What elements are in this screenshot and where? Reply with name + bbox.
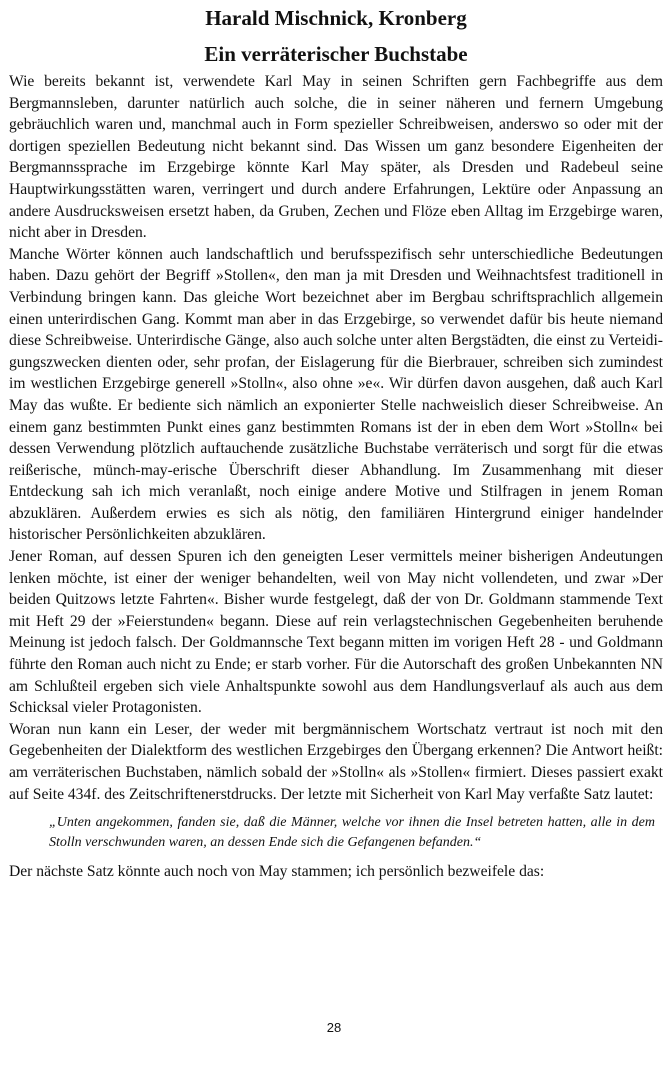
paragraph-4: Woran nun kann ein Leser, der weder mit bergmännischem Wortschatz vertraut ist noch mit den Gegebenheiten der Dialektform des westlichen Erzgebirges den Übergang erkennen? Die Antwort heißt: am verräterischen Buchstaben, nämlich sobald der »Stolln« als »Stollen« firmiert. Dieses passiert exakt auf Seite 434f. des Zeitschriftenerstdrucks. Der letzte mit Sicherheit von Karl May verfaßte Satz lautet: bbox=[9, 720, 663, 803]
author-heading: Harald Mischnick, Kronberg bbox=[205, 6, 467, 30]
article-title: Ein verräterischer Buchstabe bbox=[204, 42, 468, 66]
paragraph-3: Jener Roman, auf dessen Spuren ich den geneigten Leser vermittels meiner bisherigen Andeutungen lenken möchte, ist einer der weniger behandelten, weil von May nicht vollendeten, und zwar »Der beiden Quitzows letzte Fahrten«. Bisher wurde festgelegt, daß der von Dr. Goldmann stammende Text mit Heft 29 der »Feierstunden« begann. Diese auf rein verlagstechnischen Gegebenheiten beruhende Meinung ist jedoch falsch. Der Goldmannsche Text begann mitten im vorigen Heft 28 - und Goldmann führte den Roman auch nicht zu Ende; er starb vorher. Für die Autorschaft des großen Unbekannten NN am Schlußteil ergeben sich viele Anhaltspunkte sowohl aus dem Handlungsverlauf als auch aus dem Schicksal vieler Protagonisten. bbox=[9, 548, 663, 717]
page-number: 28 bbox=[326, 1020, 342, 1035]
paragraph-1: Wie bereits bekannt ist, verwendete Karl May in seinen Schriften gern Fachbegriffe aus dem Bergmannsleben, darunter natürlich auch solche, die in seiner näheren und fernern Umgebung gebräuchlich waren und, manchmal auch in Form spezieller Schreibweisen, anderswo so oder mit der dortigen speziellen Bedeutung nicht bekannt sind. Das Wissen um ganz besondere Eigenheiten der Bergmannssprache im Erzgebirge könnte Karl May später, als Dresden und Radebeul seine Hauptwirkungsstätten waren, verringert und durch andere Erfahrungen, Lektüre oder Anpassung an andere Ausdrucksweisen ersetzt haben, da Gruben, Zechen und Flöze eben Alltag im Erzgebirge waren, nicht aber in Dresden. bbox=[9, 73, 663, 242]
block-quote: „Unten angekommen, fanden sie, daß die Männer, welche vor ihnen die Insel betreten hatten, alle in dem Stolln verschwunden waren, an dessen Ende sich die Gefangenen befanden.“ bbox=[49, 815, 655, 851]
closing-paragraph: Der nächste Satz könnte auch noch von May stammen; ich persönlich bezweifele das: bbox=[9, 863, 545, 881]
document-page bbox=[9, 0, 663, 883]
paragraph-2: Manche Wörter können auch landschaftlich und berufsspezifisch sehr unterschiedliche Bedeutungen haben. Dazu gehört der Begriff »Stollen«, den man ja mit Dresden und Weihnachtsfest traditionell in Verbindung bringen kann. Das gleiche Wort bezeichnet aber im Bergbau schriftsprachlich allgemein einen unterirdischen Gang. Kommt man aber in das Erzgebirge, so verwendet dafür bis heute niemand diese Schreibweise. Unterirdische Gänge, also auch solche unter alten Bergstädten, die einst zu Verteidigungszwecken dienten oder, sehr profan, der Eislagerung für die Bierbrauer, schreiben sich zumindest im westlichen Erzgebirge generell »Stolln«, also ohne »e«. Wir dürfen davon ausgehen, daß auch Karl May das wußte. Er bediente sich nämlich an exponierter Stelle nachweislich dieser Schreibweise. An einem ganz bestimmten Punkt eines ganz bestimmten Romans ist der in eben dem Wort »Stolln« bei dessen Verwendung plötzlich auftauchende zusätzliche Buchstabe verräterisch und sorgt für die etwas reißerische, münch-may-erische Überschrift dieser Abhandlung. Im Zusammenhang mit dieser Entdeckung sah ich mich veranlaßt, noch einige andere Motive und Stilfragen in jenem Roman abzuklären. Außerdem erwies es sich als nötig, den familiären Hintergrund einiger handelnder historischer Persönlichkeiten abzuklären. bbox=[9, 245, 663, 544]
